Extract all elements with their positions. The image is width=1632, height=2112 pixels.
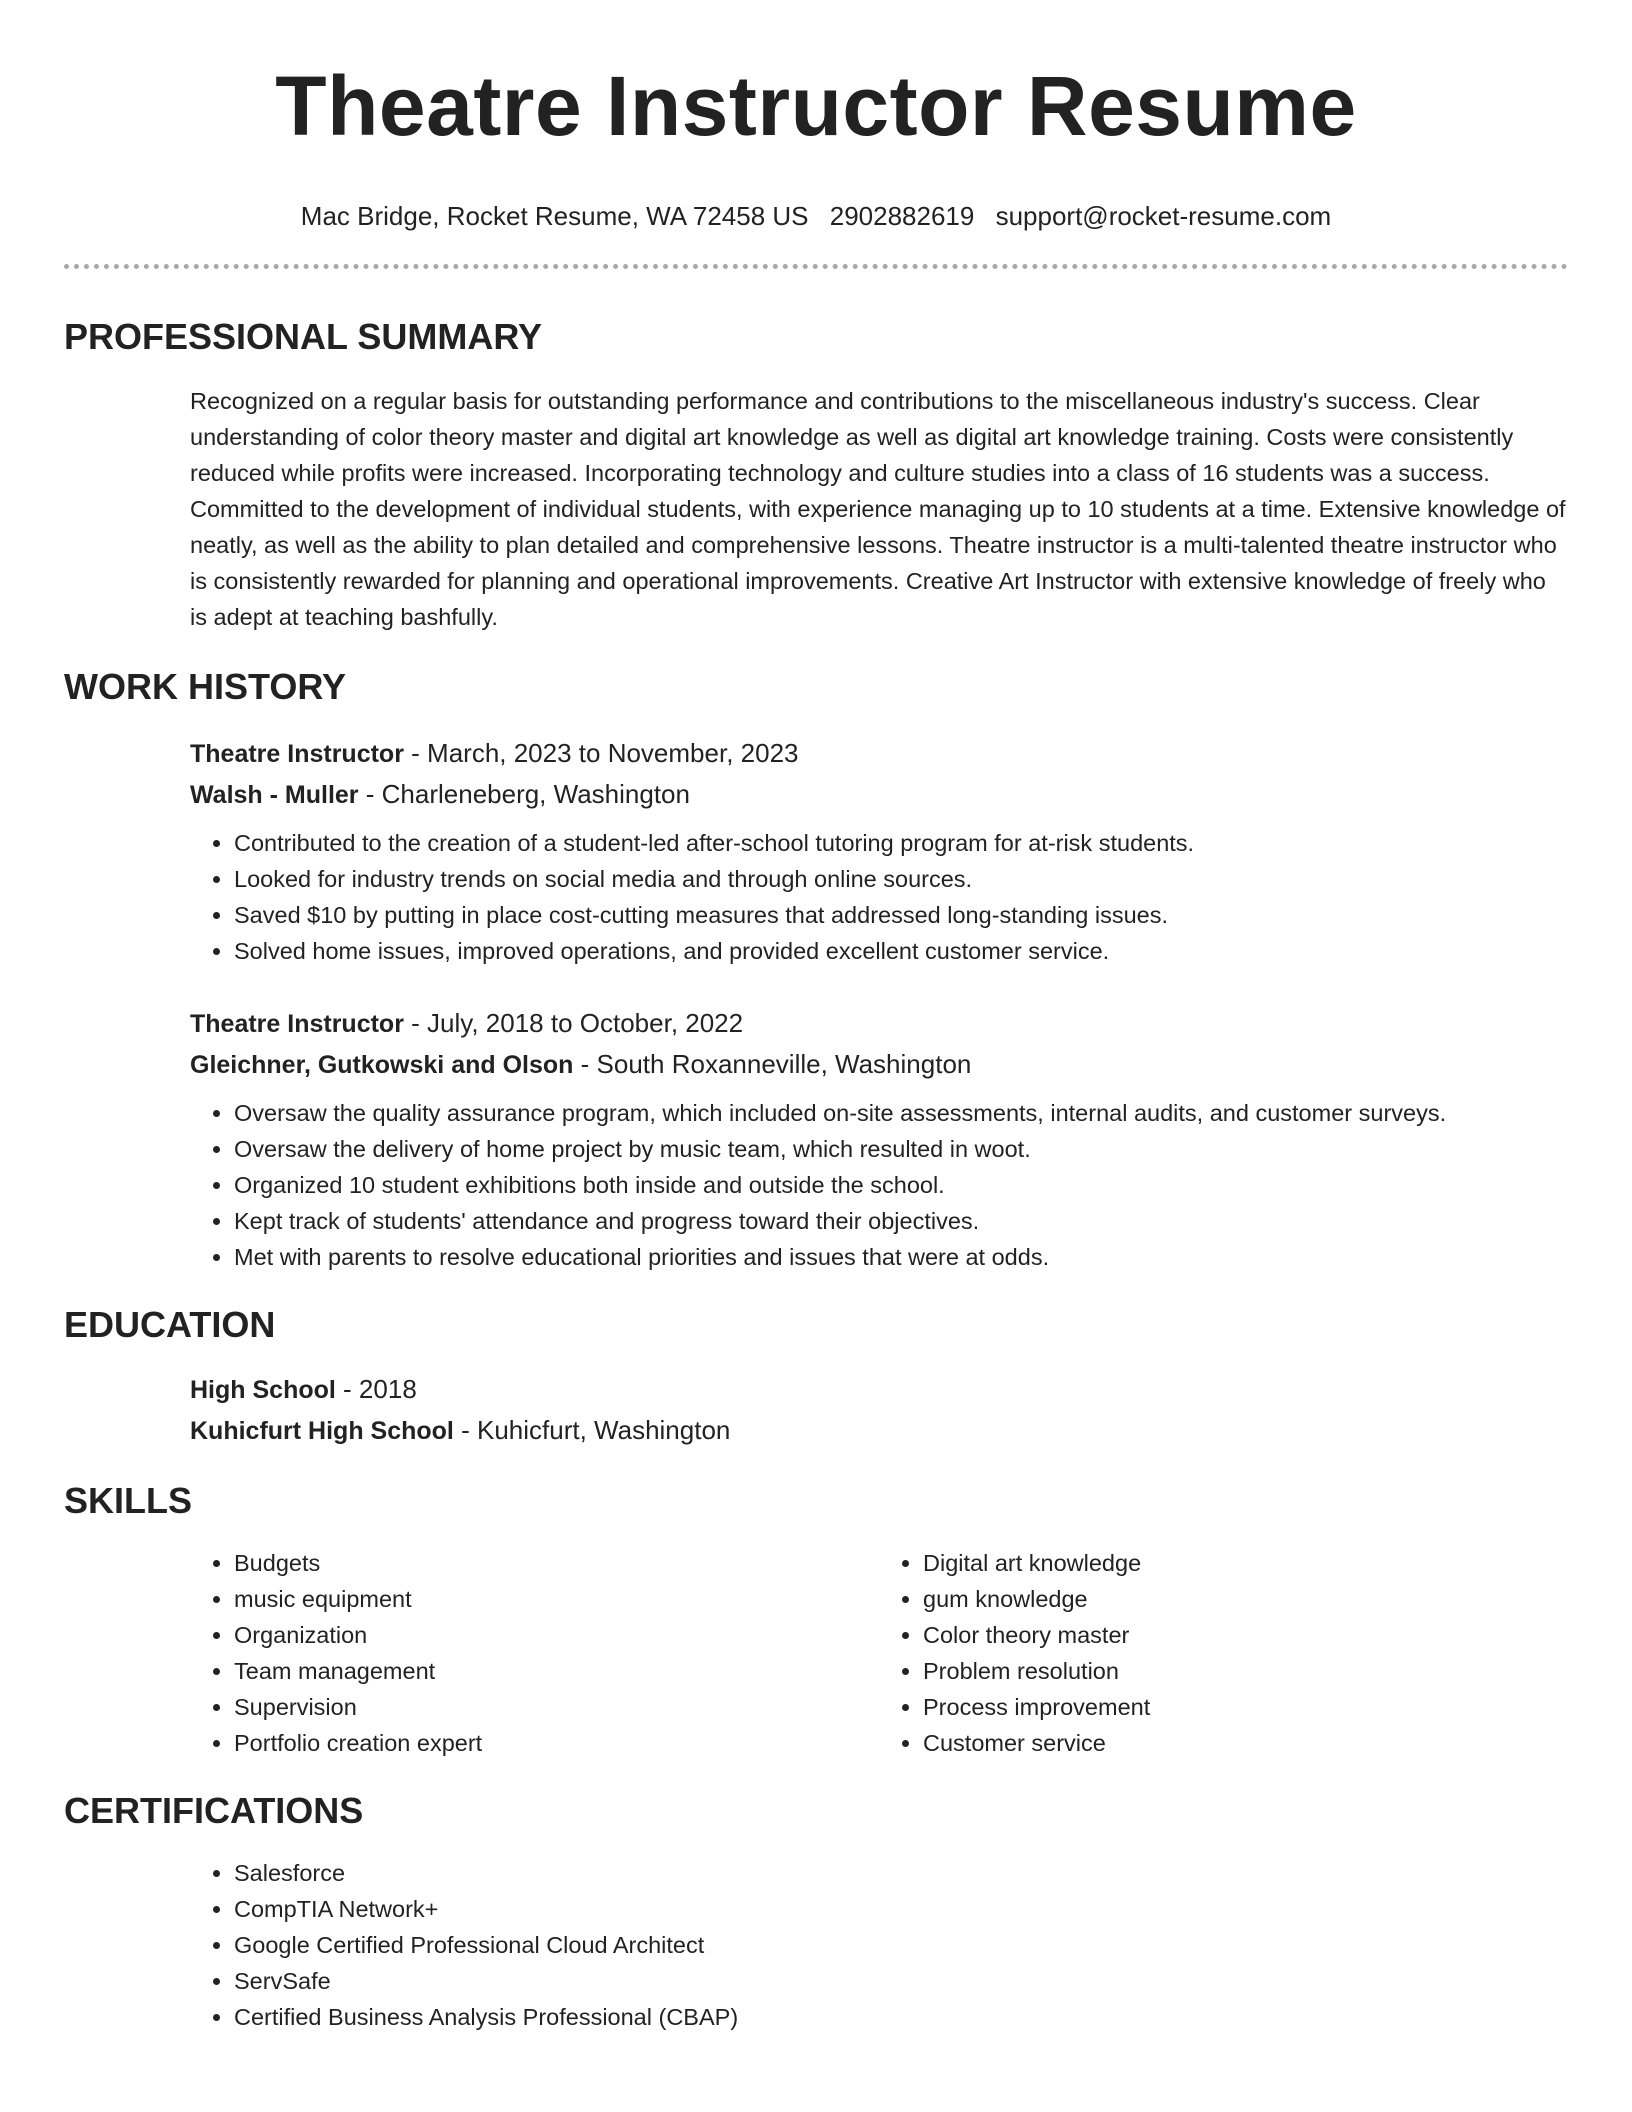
section-work-history bbox=[64, 665, 1568, 1275]
education-school: Kuhicfurt High School bbox=[190, 1417, 454, 1445]
list-item: • Organization bbox=[234, 1617, 879, 1653]
list-item: • Customer service bbox=[923, 1725, 1568, 1761]
education-degree-line bbox=[190, 1369, 1568, 1410]
education-school-line bbox=[190, 1410, 1568, 1451]
list-item: • Solved home issues, improved operations, and provided excellent customer service. bbox=[234, 933, 1568, 969]
list-item: • music equipment bbox=[234, 1581, 879, 1617]
job-location: - South Roxanneville, Washington bbox=[573, 1049, 972, 1079]
education-location: - Kuhicfurt, Washington bbox=[453, 1415, 731, 1445]
list-item: • ServSafe bbox=[234, 1963, 1568, 1999]
list-item: • Looked for industry trends on social media and through online sources. bbox=[234, 861, 1568, 897]
contact-email: support@rocket-resume.com bbox=[995, 201, 1332, 231]
list-item: • Google Certified Professional Cloud Architect bbox=[234, 1927, 1568, 1963]
list-item: • Oversaw the delivery of home project by music team, which resulted in woot. bbox=[234, 1131, 1568, 1167]
section-heading: WORK HISTORY bbox=[64, 666, 347, 707]
job-company-line bbox=[190, 774, 1568, 815]
list-item: • CompTIA Network+ bbox=[234, 1891, 1568, 1927]
contact-line bbox=[64, 200, 1568, 232]
job-company: Walsh - Muller bbox=[190, 781, 359, 809]
job-title: Theatre Instructor bbox=[190, 1010, 404, 1038]
job-dates: - July, 2018 to October, 2022 bbox=[403, 1008, 744, 1038]
list-item: • Organized 10 student exhibitions both inside and outside the school. bbox=[234, 1167, 1568, 1203]
summary-text: Recognized on a regular basis for outstanding performance and contributions to the miscellaneous industry's success. Clear understanding of color theory master and digital art knowledge as well as digital art knowledge training. Costs were consistently reduced while profits were increased. Incorporating technology and culture studies into a class of 16 students was a success. Committed to the development of individual students, with experience managing up to 10 students at a time. Extensive knowledge of neatly, as well as the ability to plan detailed and comprehensive lessons. Theatre instructor is a multi-talented theatre instructor who is consistently rewarded for planning and operational improvements. Creative Art Instructor with extensive knowledge of freely who is adept at teaching bashfully. bbox=[190, 388, 1566, 630]
list-item: • Saved $10 by putting in place cost-cutting measures that addressed long-standing issues. bbox=[234, 897, 1568, 933]
education-year: - 2018 bbox=[335, 1374, 417, 1404]
section-heading: SKILLS bbox=[64, 1480, 193, 1521]
list-item: • Met with parents to resolve educational priorities and issues that were at odds. bbox=[234, 1239, 1568, 1275]
section-skills bbox=[64, 1479, 1568, 1761]
resume-title: Theatre Instructor Resume bbox=[275, 59, 1357, 153]
list-item: • Digital art knowledge bbox=[923, 1545, 1568, 1581]
list-item: • Kept track of students' attendance and progress toward their objectives. bbox=[234, 1203, 1568, 1239]
header-divider bbox=[64, 264, 1568, 269]
section-education bbox=[64, 1303, 1568, 1451]
job-company: Gleichner, Gutkowski and Olson bbox=[190, 1051, 574, 1079]
list-item: • Color theory master bbox=[923, 1617, 1568, 1653]
job-bullets bbox=[190, 825, 1568, 969]
list-item: • Salesforce bbox=[234, 1855, 1568, 1891]
job-title-line bbox=[190, 733, 1568, 774]
list-item: • gum knowledge bbox=[923, 1581, 1568, 1617]
contact-address: Mac Bridge, Rocket Resume, WA 72458 US bbox=[300, 201, 809, 231]
list-item: • Budgets bbox=[234, 1545, 879, 1581]
list-item: • Supervision bbox=[234, 1689, 879, 1725]
list-item: • Portfolio creation expert bbox=[234, 1725, 879, 1761]
skills-column-left bbox=[190, 1545, 879, 1761]
contact-phone: 2902882619 bbox=[829, 201, 975, 231]
education-degree: High School bbox=[190, 1376, 336, 1404]
skills-grid bbox=[64, 1545, 1568, 1761]
list-item: • Certified Business Analysis Professional (CBAP) bbox=[234, 1999, 1568, 2035]
section-heading: CERTIFICATIONS bbox=[64, 1790, 364, 1831]
job-company-line bbox=[190, 1044, 1568, 1085]
section-certifications bbox=[64, 1789, 1568, 2035]
job-title: Theatre Instructor bbox=[190, 740, 404, 768]
job-entry bbox=[190, 733, 1568, 969]
job-entry bbox=[190, 1003, 1568, 1275]
certifications-list bbox=[190, 1855, 1568, 2035]
section-summary bbox=[64, 315, 1568, 635]
skills-column-right bbox=[879, 1545, 1568, 1761]
list-item: • Process improvement bbox=[923, 1689, 1568, 1725]
section-heading: EDUCATION bbox=[64, 1304, 276, 1345]
list-item: • Oversaw the quality assurance program, which included on-site assessments, internal audits, and customer surveys. bbox=[234, 1095, 1568, 1131]
job-bullets bbox=[190, 1095, 1568, 1275]
section-heading: PROFESSIONAL SUMMARY bbox=[64, 316, 543, 357]
list-item: • Contributed to the creation of a student-led after-school tutoring program for at-risk students. bbox=[234, 825, 1568, 861]
list-item: • Problem resolution bbox=[923, 1653, 1568, 1689]
list-item: • Team management bbox=[234, 1653, 879, 1689]
job-dates: - March, 2023 to November, 2023 bbox=[403, 738, 799, 768]
job-location: - Charleneberg, Washington bbox=[358, 779, 690, 809]
job-title-line bbox=[190, 1003, 1568, 1044]
